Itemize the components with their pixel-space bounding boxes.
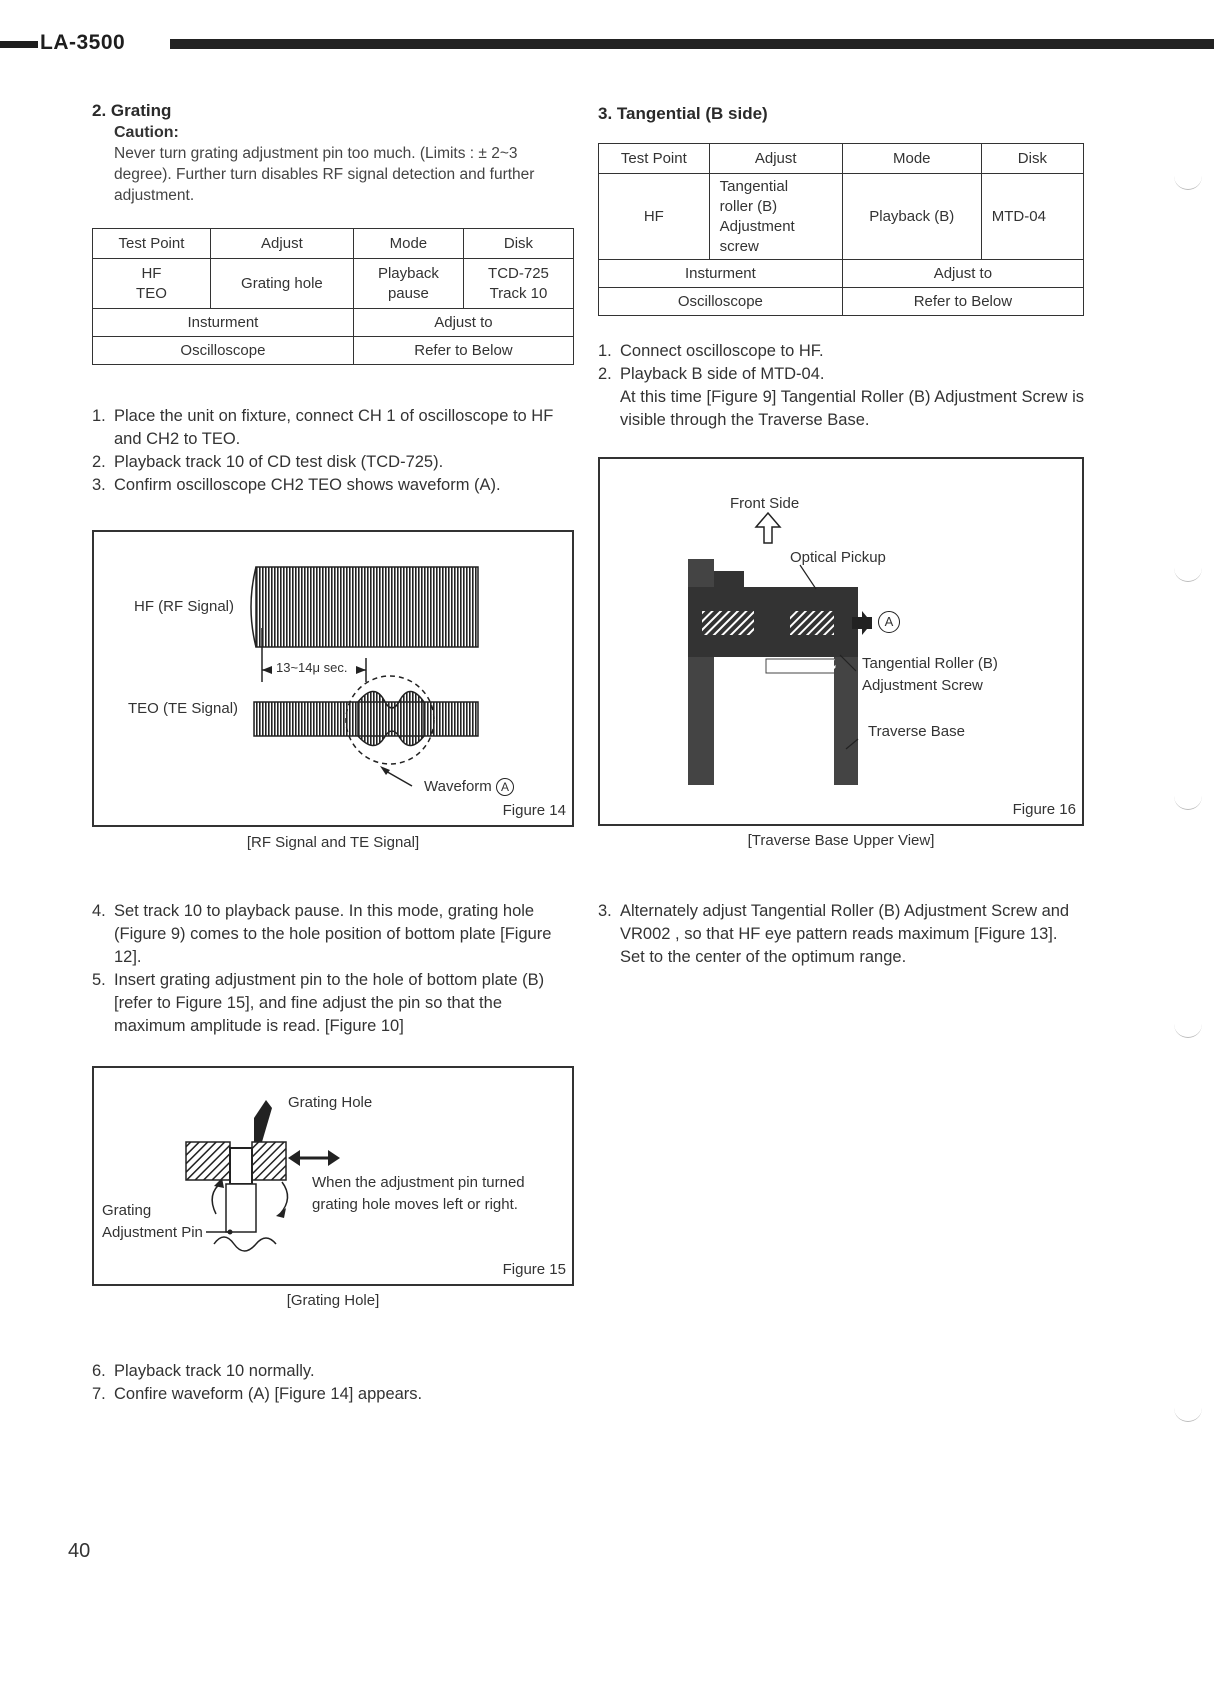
caution-title: Caution: — [114, 124, 179, 141]
hf-label: HF (RF Signal) — [134, 598, 235, 615]
binder-mark — [1174, 1024, 1202, 1038]
list-item: 1. Connect oscilloscope to HF. — [598, 342, 824, 360]
list-item: 6. Playback track 10 normally. — [92, 1362, 315, 1380]
grating-spec-table — [92, 228, 574, 365]
figure-16-caption: [Traverse Base Upper View] — [747, 832, 935, 849]
tangential-steps-a — [598, 340, 1084, 432]
page-header — [0, 33, 1224, 53]
cell-test-point: HF TEO — [93, 259, 211, 309]
binder-mark — [1174, 1408, 1202, 1422]
cell-disk: TCD-725 Track 10 — [463, 259, 573, 309]
optical-pickup-label: Optical Pickup — [790, 549, 886, 566]
front-side-label: Front Side — [730, 495, 800, 512]
th-adjust: Adjust — [210, 229, 353, 259]
teo-label: TEO (TE Signal) — [128, 700, 239, 717]
traverse-base-diagram — [600, 459, 1082, 824]
cell-instrument: Oscilloscope — [599, 288, 843, 316]
figure-14 — [92, 530, 574, 827]
list-item: 5. Insert grating adjustment pin to the hole of bottom plate (B) [refer to Figure 15], and fine adjust the pin so that the maximum amplitude is read. [Figure 10] — [92, 971, 545, 1035]
grating-hole-label: Grating Hole — [288, 1094, 373, 1111]
tangential-steps-b — [598, 900, 1084, 969]
tangential-section — [598, 103, 1084, 432]
cell-instrument-label: Insturment — [599, 260, 843, 288]
binder-mark — [1174, 568, 1202, 582]
list-item: 7. Confire waveform (A) [Figure 14] appears. — [92, 1385, 423, 1403]
grating-steps-c — [92, 1360, 574, 1406]
figure-14-number: Figure 14 — [502, 802, 566, 819]
th-disk: Disk — [981, 144, 1083, 174]
tangential-spec-table — [598, 143, 1084, 316]
grating-steps-a — [92, 405, 574, 497]
list-item: 4. Set track 10 to playback pause. In this mode, grating hole (Figure 9) comes to the hole position of bottom plate [Figure 12]. — [92, 902, 552, 966]
figure-15-caption: [Grating Hole] — [286, 1292, 380, 1309]
cell-instrument-label: Insturment — [93, 309, 354, 337]
binder-mark — [1174, 176, 1202, 190]
model-name: LA-3500 — [40, 31, 126, 54]
grating-section — [92, 100, 574, 497]
list-item: 3. Alternately adjust Tangential Roller (B) Adjustment Screw and VR002 , so that HF eye pattern reads maximum [Figure 13]. — [598, 902, 1070, 943]
tangential-title: 3. Tangential (B side) — [598, 104, 768, 123]
cell-test-point: HF — [599, 174, 710, 260]
traverse-base-label: Traverse Base — [868, 723, 965, 740]
figure-14-caption: [RF Signal and TE Signal] — [246, 834, 420, 851]
cell-mode: Playback pause — [353, 259, 463, 309]
cell-adjust-to-label: Adjust to — [353, 309, 573, 337]
list-item-continuation: Set to the center of the optimum range. — [620, 948, 907, 966]
th-mode: Mode — [353, 229, 463, 259]
th-test-point: Test Point — [599, 144, 710, 174]
page-number: 40 — [68, 1540, 91, 1562]
cell-adjust-to: Refer to Below — [842, 288, 1083, 316]
header-rule — [170, 39, 1214, 49]
cell-mode: Playback (B) — [842, 174, 981, 260]
figure-16-number: Figure 16 — [1012, 801, 1076, 818]
th-adjust: Adjust — [709, 144, 842, 174]
list-item: 2. Playback track 10 of CD test disk (TCD-725). — [92, 453, 444, 471]
figure-16 — [598, 457, 1084, 826]
marker-a-icon: A — [496, 778, 514, 796]
cell-adjust-to: Refer to Below — [353, 337, 573, 365]
roller-screw-label: Tangential Roller (B) Adjustment Screw — [862, 655, 998, 694]
list-item-continuation: At this time [Figure 9] Tangential Roller (B) Adjustment Screw is visible through the Traverse Base. — [620, 388, 1084, 429]
grating-title: 2. Grating — [92, 101, 172, 120]
figure-15-number: Figure 15 — [502, 1261, 566, 1278]
list-item: 1. Place the unit on fixture, connect CH 1 of oscilloscope to HF and CH2 to TEO. — [92, 407, 554, 448]
grating-steps-b — [92, 900, 574, 1038]
th-mode: Mode — [842, 144, 981, 174]
grating-pin-label: Grating Adjustment Pin — [102, 1202, 203, 1241]
waveform-label: Waveform A — [424, 778, 514, 796]
th-disk: Disk — [463, 229, 573, 259]
cell-adjust: Grating hole — [210, 259, 353, 309]
cell-instrument: Oscilloscope — [93, 337, 354, 365]
cell-disk: MTD-04 — [981, 174, 1083, 260]
figure-15 — [92, 1066, 574, 1286]
marker-a-icon: A — [878, 611, 900, 633]
caution-text: Never turn grating adjustment pin too much. (Limits : ± 2~3 degree). Further turn disables RF signal detection and further adjustment. — [114, 145, 535, 204]
time-label: 13~14μ sec. — [276, 660, 348, 675]
header-lead-bar — [0, 41, 38, 48]
list-item: 3. Confirm oscilloscope CH2 TEO shows waveform (A). — [92, 476, 501, 494]
th-test-point: Test Point — [93, 229, 211, 259]
cell-adjust: Tangential roller (B) Adjustment screw — [709, 174, 842, 260]
binder-mark — [1174, 796, 1202, 810]
cell-adjust-to-label: Adjust to — [842, 260, 1083, 288]
list-item: 2. Playback B side of MTD-04. — [598, 365, 825, 383]
adjustment-note: When the adjustment pin turned grating hole moves left or right. — [312, 1174, 525, 1213]
